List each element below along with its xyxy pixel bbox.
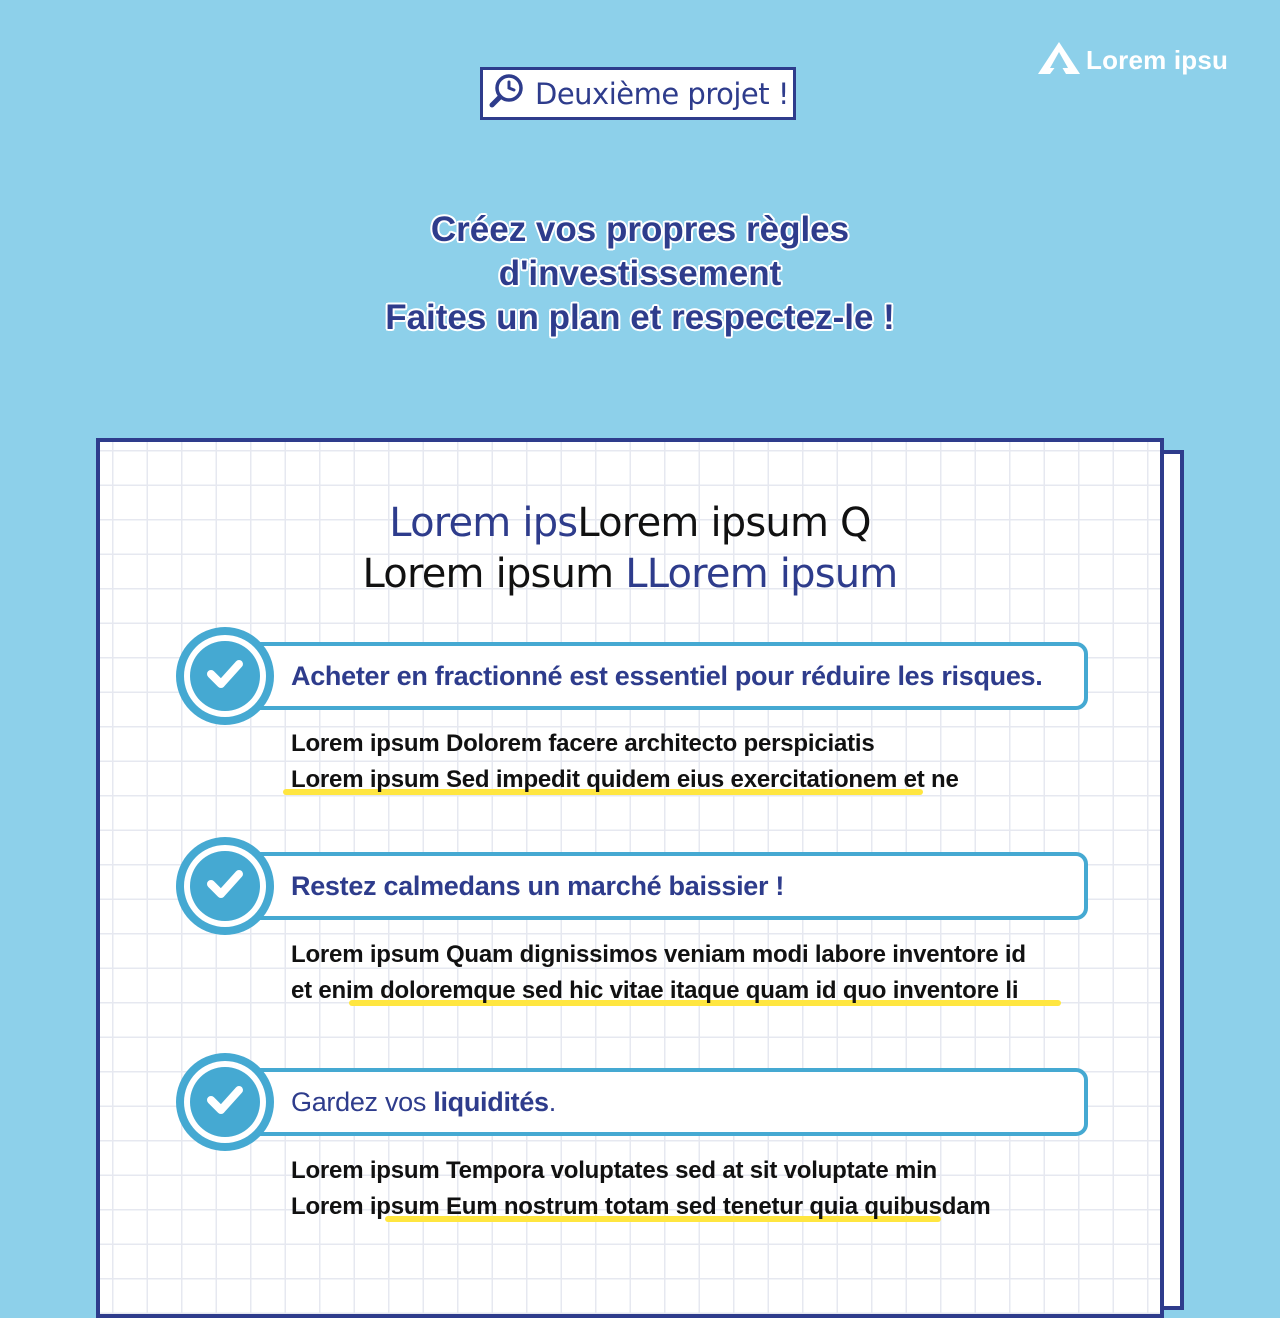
logo-text: Lorem ipsu (1086, 44, 1229, 75)
badge-label: Deuxième projet ! (535, 76, 789, 111)
logo-triangle-icon (1036, 40, 1082, 81)
card-title-accent-1: Lorem ips (389, 500, 578, 546)
tip-body (291, 726, 959, 798)
card-title-line-2 (96, 549, 1164, 600)
headline-line-1: Créez vos propres règles (430, 210, 850, 249)
check-badge (176, 837, 274, 935)
project-badge (480, 67, 796, 120)
tip-heading: Gardez vos liquidités. (291, 1087, 556, 1117)
card-title-rest-1: Lorem ipsum Q (577, 500, 871, 546)
tip-body-line: Lorem ipsum Quam dignissimos veniam modi labore inventore id (291, 941, 1026, 968)
tip-body-line: Lorem ipsum Eum nostrum totam sed tenetur quia quibusdam (291, 1193, 991, 1220)
card-title (96, 498, 1164, 600)
card-title-start-2: Lorem ipsum (362, 551, 626, 597)
brand-logo (1036, 40, 1228, 80)
tip-body-line: Lorem ipsum Dolorem facere architecto perspiciatis (291, 730, 875, 757)
check-badge (176, 627, 274, 725)
magnifier-clock-icon (487, 71, 527, 116)
tip-heading: Restez calmedans un marché baissier ! (291, 871, 785, 901)
tip-body-line: et enim doloremque sed hic vitae itaque quam id quo inventore li (291, 973, 1026, 1009)
page-headline (0, 208, 1280, 340)
tip-body-line: Lorem ipsum Sed impedit quidem eius exercitationem et ne (291, 762, 959, 798)
tip-body (291, 1153, 991, 1225)
tip-body-line: Lorem ipsum Tempora voluptates sed at sit voluptate min (291, 1157, 938, 1184)
tip-heading: Acheter en fractionné est essentiel pour réduire les risques. (291, 661, 1043, 691)
check-badge (176, 1053, 274, 1151)
checkmark-icon (203, 652, 247, 701)
tip-body (291, 937, 1026, 1009)
headline-line-2: d'investissement (498, 254, 782, 293)
headline-line-3: Faites un plan et respectez-le ! (385, 298, 895, 337)
card-title-accent-2: LLorem ipsum (625, 551, 898, 597)
checkmark-icon (203, 862, 247, 911)
card-title-line-1 (96, 498, 1164, 549)
checkmark-icon (203, 1078, 247, 1127)
